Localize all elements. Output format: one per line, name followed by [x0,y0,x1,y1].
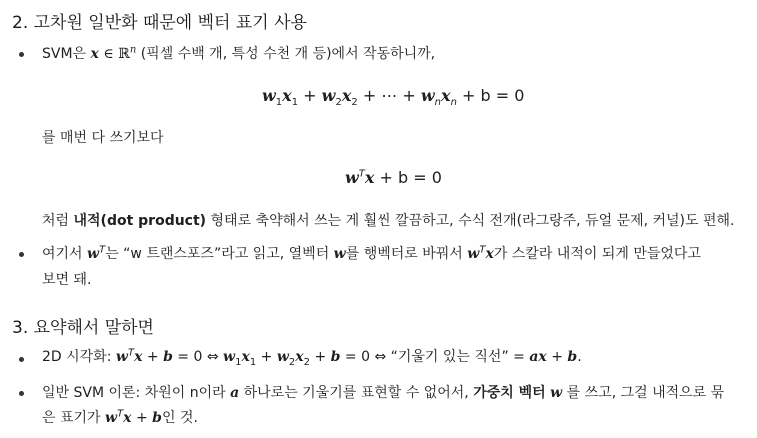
bullet-dot [19,391,24,396]
bullet-dot [19,52,24,57]
text-fragment: SVM은 [42,46,91,62]
text-fragment: 일반 SVM 이론: 차원이 n이라 [42,385,231,401]
equation-tail: + b = 0 [462,86,525,105]
bullet-dot [19,252,24,257]
bullet-dot [19,357,24,362]
text-fragment: (픽셀 수백 개, 특성 수천 개 등)에서 작동하니까, [136,46,436,62]
text-fragment: 하나로는 기울기를 표현할 수 없어서, [239,385,474,401]
text-fragment: 은 표기가 [42,410,105,426]
text-between: 를 매번 다 쓰기보다 [42,130,164,146]
bullet-transpose-text: 여기서 $w^T$는 “w 트랜스포즈”라고 읽고, 열벡터 w를 행벡터로 바꿔서 $w^Tx$가 스칼라 내적이 되게 만들었다고 [42,244,701,262]
equation-tail: + b = 0 [379,168,442,187]
text-fragment: 를 행벡터로 바꿔서 [345,246,468,262]
bullet-2d-text: 2D 시각화: $w^Tx + b = 0$ ⇔ $w_1x_1 + w_2x_2 + b = 0$ ⇔ “기울기 있는 직선” = ax + b. [42,347,582,368]
text-bold: 내적(dot product) [73,213,207,229]
text-fragment: 형태로 축약해서 쓰는 게 훨씬 깔끔하고, 수식 전개(라그랑주, 듀얼 문제, 커널)도 편해. [206,213,735,229]
bullet-svm-text [42,44,435,64]
text-fragment: 를 쓰고, 그걸 내적으로 묶 [562,385,725,401]
text-fragment: 여기서 [42,246,88,262]
equation-expanded: $w_1x_1 + w_2x_2$ + ⋯ + $w_nx_n + b = 0$ [262,86,525,109]
text-dot-product [42,211,735,231]
bullet-general-text: 일반 SVM 이론: 차원이 n이라 a 하나로는 기울기를 표현할 수 없어서, 가중치 벡터 w 를 쓰고, 그걸 내적으로 묶 [42,385,725,401]
text-fragment: 2D 시각화: [42,349,116,365]
text-bold: 가중치 벡터 [473,385,546,401]
text-fragment: 인 것. [161,410,198,426]
math-in: ∈ [103,46,114,62]
section-3-heading: 3. 요약해서 말하면 [12,318,154,338]
equation-vector: $w^Tx + b = 0$ [345,168,442,187]
text-fragment: 가 스칼라 내적이 되게 만들었다고 [493,246,701,262]
text-fragment: 처럼 [42,213,74,229]
text-fragment: “기울기 있는 직선” = [386,349,530,365]
text-fragment: 는 “w 트랜스포즈”라고 읽고, 열벡터 [105,246,334,262]
bullet-general-line2: 은 표기가 $w^Tx + b$인 것. [42,408,198,426]
math-x: x [90,46,99,62]
section-2-heading: 2. 고차원 일반화 때문에 벡터 표기 사용 [12,13,307,33]
math-rn: ℝ$^n$ [118,44,137,62]
bullet-transpose-line2: 보면 돼. [42,272,92,288]
